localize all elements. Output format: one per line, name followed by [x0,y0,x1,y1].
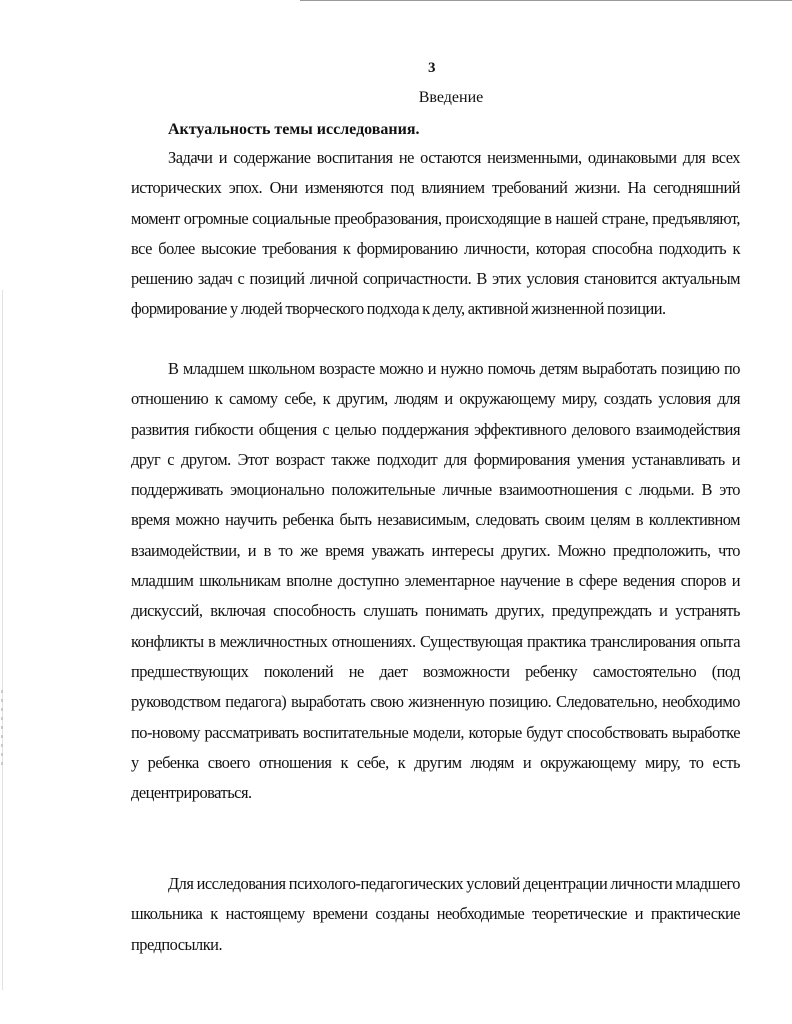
scan-left-edge [2,290,3,990]
paragraph-2: В младшем школьном возрасте можно и нужно помочь детям выработать позицию по отношению к самому себе, к другим, людям и окружающему миру, создать условия для развития гибкости общения с целью поддержания эффективного делового взаимодействия друг с другом. Этот возраст также подходит для формирования умения устанавливать и поддерживать эмоционально положительные личные взаимоотношения с людьми. В это время можно научить ребенка быть независимым, следовать своим целям в коллективном взаимодействии, и в то же время уважать интересы других. Можно предположить, что младшим школьникам вполне доступно элементарное научение в сфере ведения споров и дискуссий, включая способность слушать понимать других, предупреждать и устранять конфликты в межличностных отношениях. Существующая практика транслирования опыта предшествующих поколений не дает возможности ребенку самостоятельно (под руководством педагога) выработать свою жизненную позицию. Следовательно, необходимо по-новому рассматривать воспитательные модели, которые будут способствовать выработке у ребенка своего отношения к себе, к другим людям и окружающему миру, то есть децентрироваться. [131,359,740,803]
paragraph-1: Задачи и содержание воспитания не остаются неизменными, одинаковыми для всех исторических эпох. Они изменяются под влиянием требований жизни. На сегодняшний момент огромные социальные преобразования, происходящие в нашей стране, предъявляют, все более высокие требования к формированию личности, которая способна подходить к решению задач с позиций личной сопричастности. В этих условия становится актуальным формирование у людей творческого подхода к делу, активной жизненной позиции. [131,148,740,319]
scan-edge-marks [1,690,3,770]
section-title: Введение [418,89,484,106]
paragraph-3: Для исследования психолого-педагогических условий децентрации личности младшего школьника к настоящему времени созданы необходимые теоретические и практические предпосылки. [131,874,740,954]
page-number: 3 [428,60,436,76]
top-edge-rule [300,0,792,1]
subheading: Актуальность темы исследования. [168,121,420,138]
